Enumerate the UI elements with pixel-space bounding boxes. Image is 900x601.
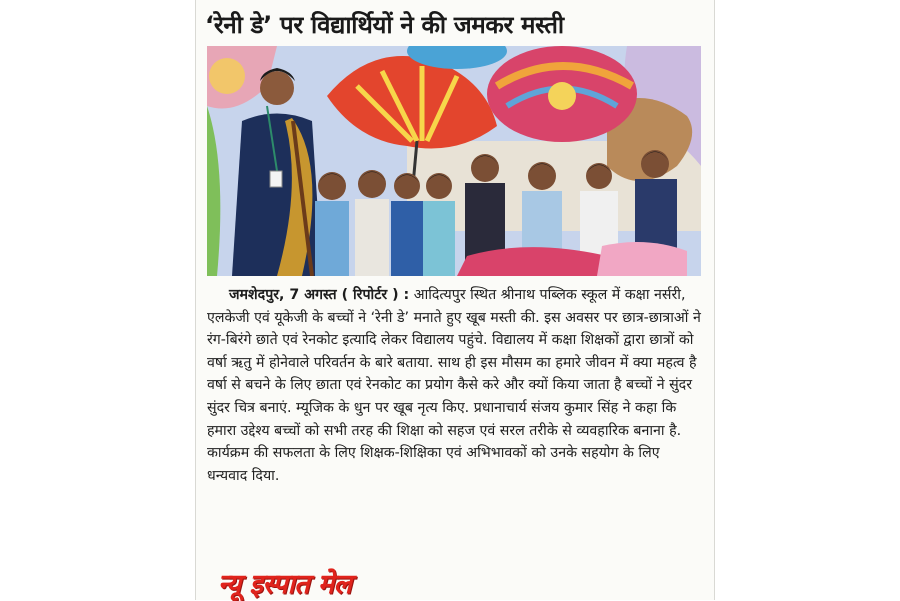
article-photo — [207, 46, 701, 276]
newspaper-masthead: न्यू इस्पात मेल — [218, 569, 352, 600]
article-body — [207, 284, 703, 487]
article-headline: ‘रेनी डे’ पर विद्यार्थियों ने की जमकर मस्ती — [205, 11, 564, 39]
article-body-text: आदित्यपुर स्थित श्रीनाथ पब्लिक स्कूल में कक्षा नर्सरी, एलकेजी एवं यूकेजी के बच्चों ने ‘रेनी डे’ मनाते हुए खूब मस्ती की. इस अवसर पर छात्र-छात्राओं ने रंग-बिरंगे छाते एवं रेनकोट इत्यादि लेकर विद्यालय पहुंचे. विद्यालय में कक्षा शिक्षकों द्वारा छात्रों को वर्षा ऋतु में होनेवाले परिवर्तन के बारे बताया. साथ ही इस मौसम का हमारे जीवन में क्या महत्व है वर्षा से बचने के लिए छाता एवं रेनकोट का प्रयोग कैसे करे और क्यों किया जाता है बच्चों ने सुंदर सुंदर चित्र बनाएं. म्यूजिक के धुन पर खूब नृत्य किए. प्रधानाचार्य संजय कुमार सिंह ने कहा कि हमारा उद्देश्य बच्चों को सभी तरह की शिक्षा को सहज एवं सरल तरीके से व्यवहारिक बनाना है. कार्यक्रम की सफलता के लिए शिक्षक-शिक्षिका एवं अभिभावकों को उनके सहयोग के लिए धन्यवाद दिया. — [207, 287, 701, 484]
article-dateline: जमशेदपुर, 7 अगस्त ( रिपोर्टर ) : — [229, 287, 410, 303]
